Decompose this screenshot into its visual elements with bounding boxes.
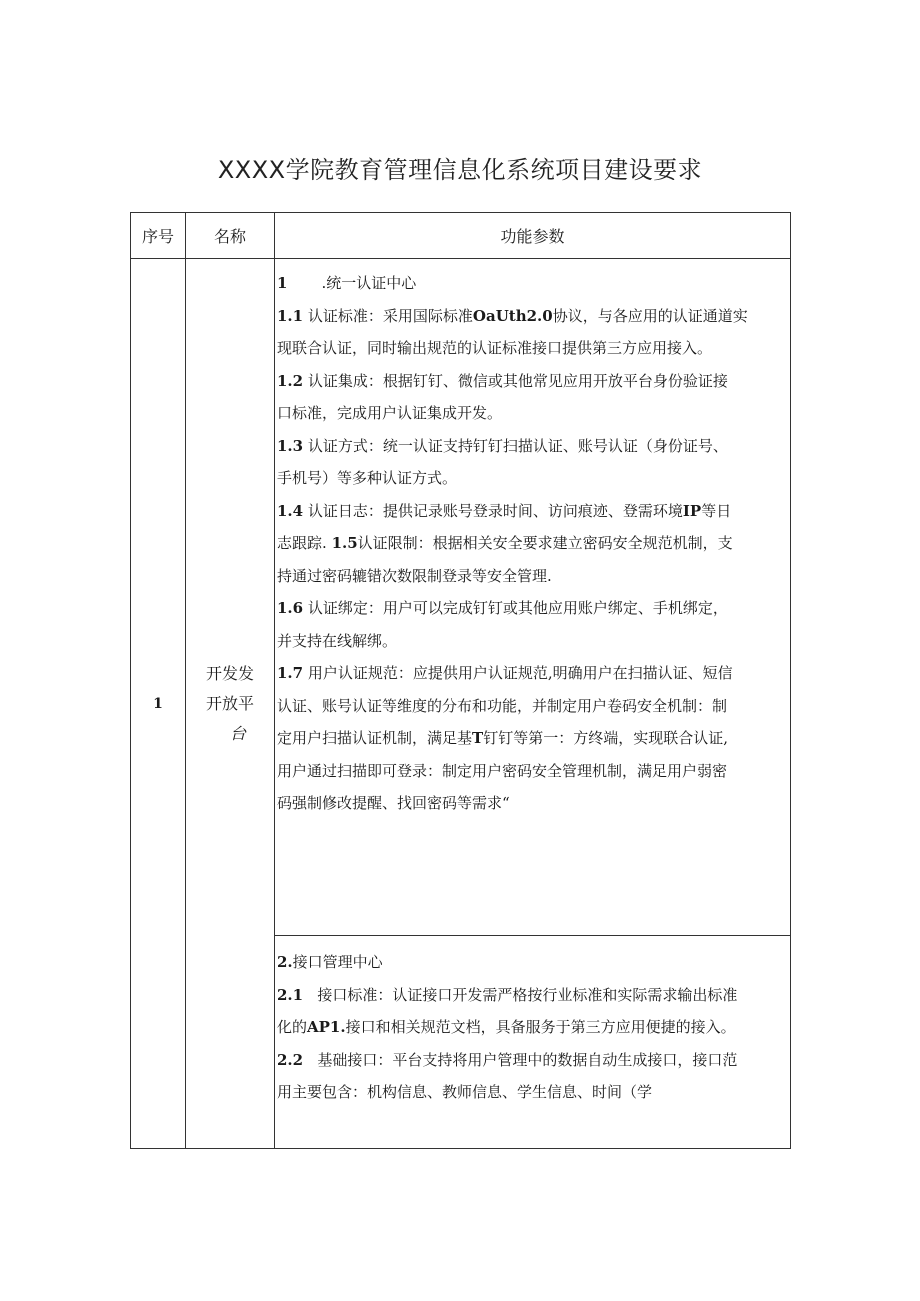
row-name-line1: 开发发 (206, 663, 255, 683)
table-row (131, 259, 791, 936)
func-section-auth: 1 .统一认证中心 1.1 认证标准：采用国际标准OaUth2.0协议，与各应用的认证通道实 现联合认证，同时输出规范的认证标准接口提供第三方应用接入。 1.2 认证集成：根据钉钉、微信或其他常见应用开放平台身份验证接 口标准，完成用户认证集成开发。 1.3 认证方式：统一认证支持钉钉扫描认证、账号认证（身份证号、 手机号）等多种认证方式。 1.4 认证日志：提供记录账号登录时间、访问痕迹、登需环境IP等日 志跟踪. 1.5认证限制：根据相关安全要求建立密码安全规范机制，支 持通过密码辘错次数限制登录等安全管理. 1.6 认证绑定：用户可以完成钉钉或其他应用账户绑定、手机绑定， 并支持在线解绑。 1.7 用户认证规范：应提供用户认证规范,明确用户在扫描认证、短信 认证、账号认证等维度的分布和功能，并制定用户卷码安全机制：制 定用户扫描认证机制，满足基T钉钉等第一：方终端，实现联合认证, 用户通过扫描即可登录：制定用户密码安全管理机制，满足用户弱密 码强制修改提醒、找回密码等需求“ (275, 259, 791, 936)
func-section-interface: 2.接口管理中心 2.1 接口标准：认证接口开发需严格按行业标准和实际需求输出标准 化的AP1.接口和相关规范文档，具备服务于第三方应用便捷的接入。 2.2 基础接口：平台支持将用户管理中的数据自动生成接口，接口范 用主要包含：机构信息、教师信息、学生信息、时间（学 (275, 936, 791, 1149)
row-name-line3: 台 (230, 723, 247, 743)
row-seq: 1 (131, 259, 186, 1149)
row-name (186, 259, 275, 1149)
requirements-table (130, 212, 791, 1149)
header-func: 功能参数 (275, 213, 791, 259)
page-title: XXXX学院教育管理信息化系统项目建设要求 (217, 156, 703, 184)
row-name-line2: 开放平 (206, 693, 255, 713)
header-name: 名称 (186, 213, 275, 259)
table-header-row (131, 213, 791, 259)
header-seq: 序号 (131, 213, 186, 259)
